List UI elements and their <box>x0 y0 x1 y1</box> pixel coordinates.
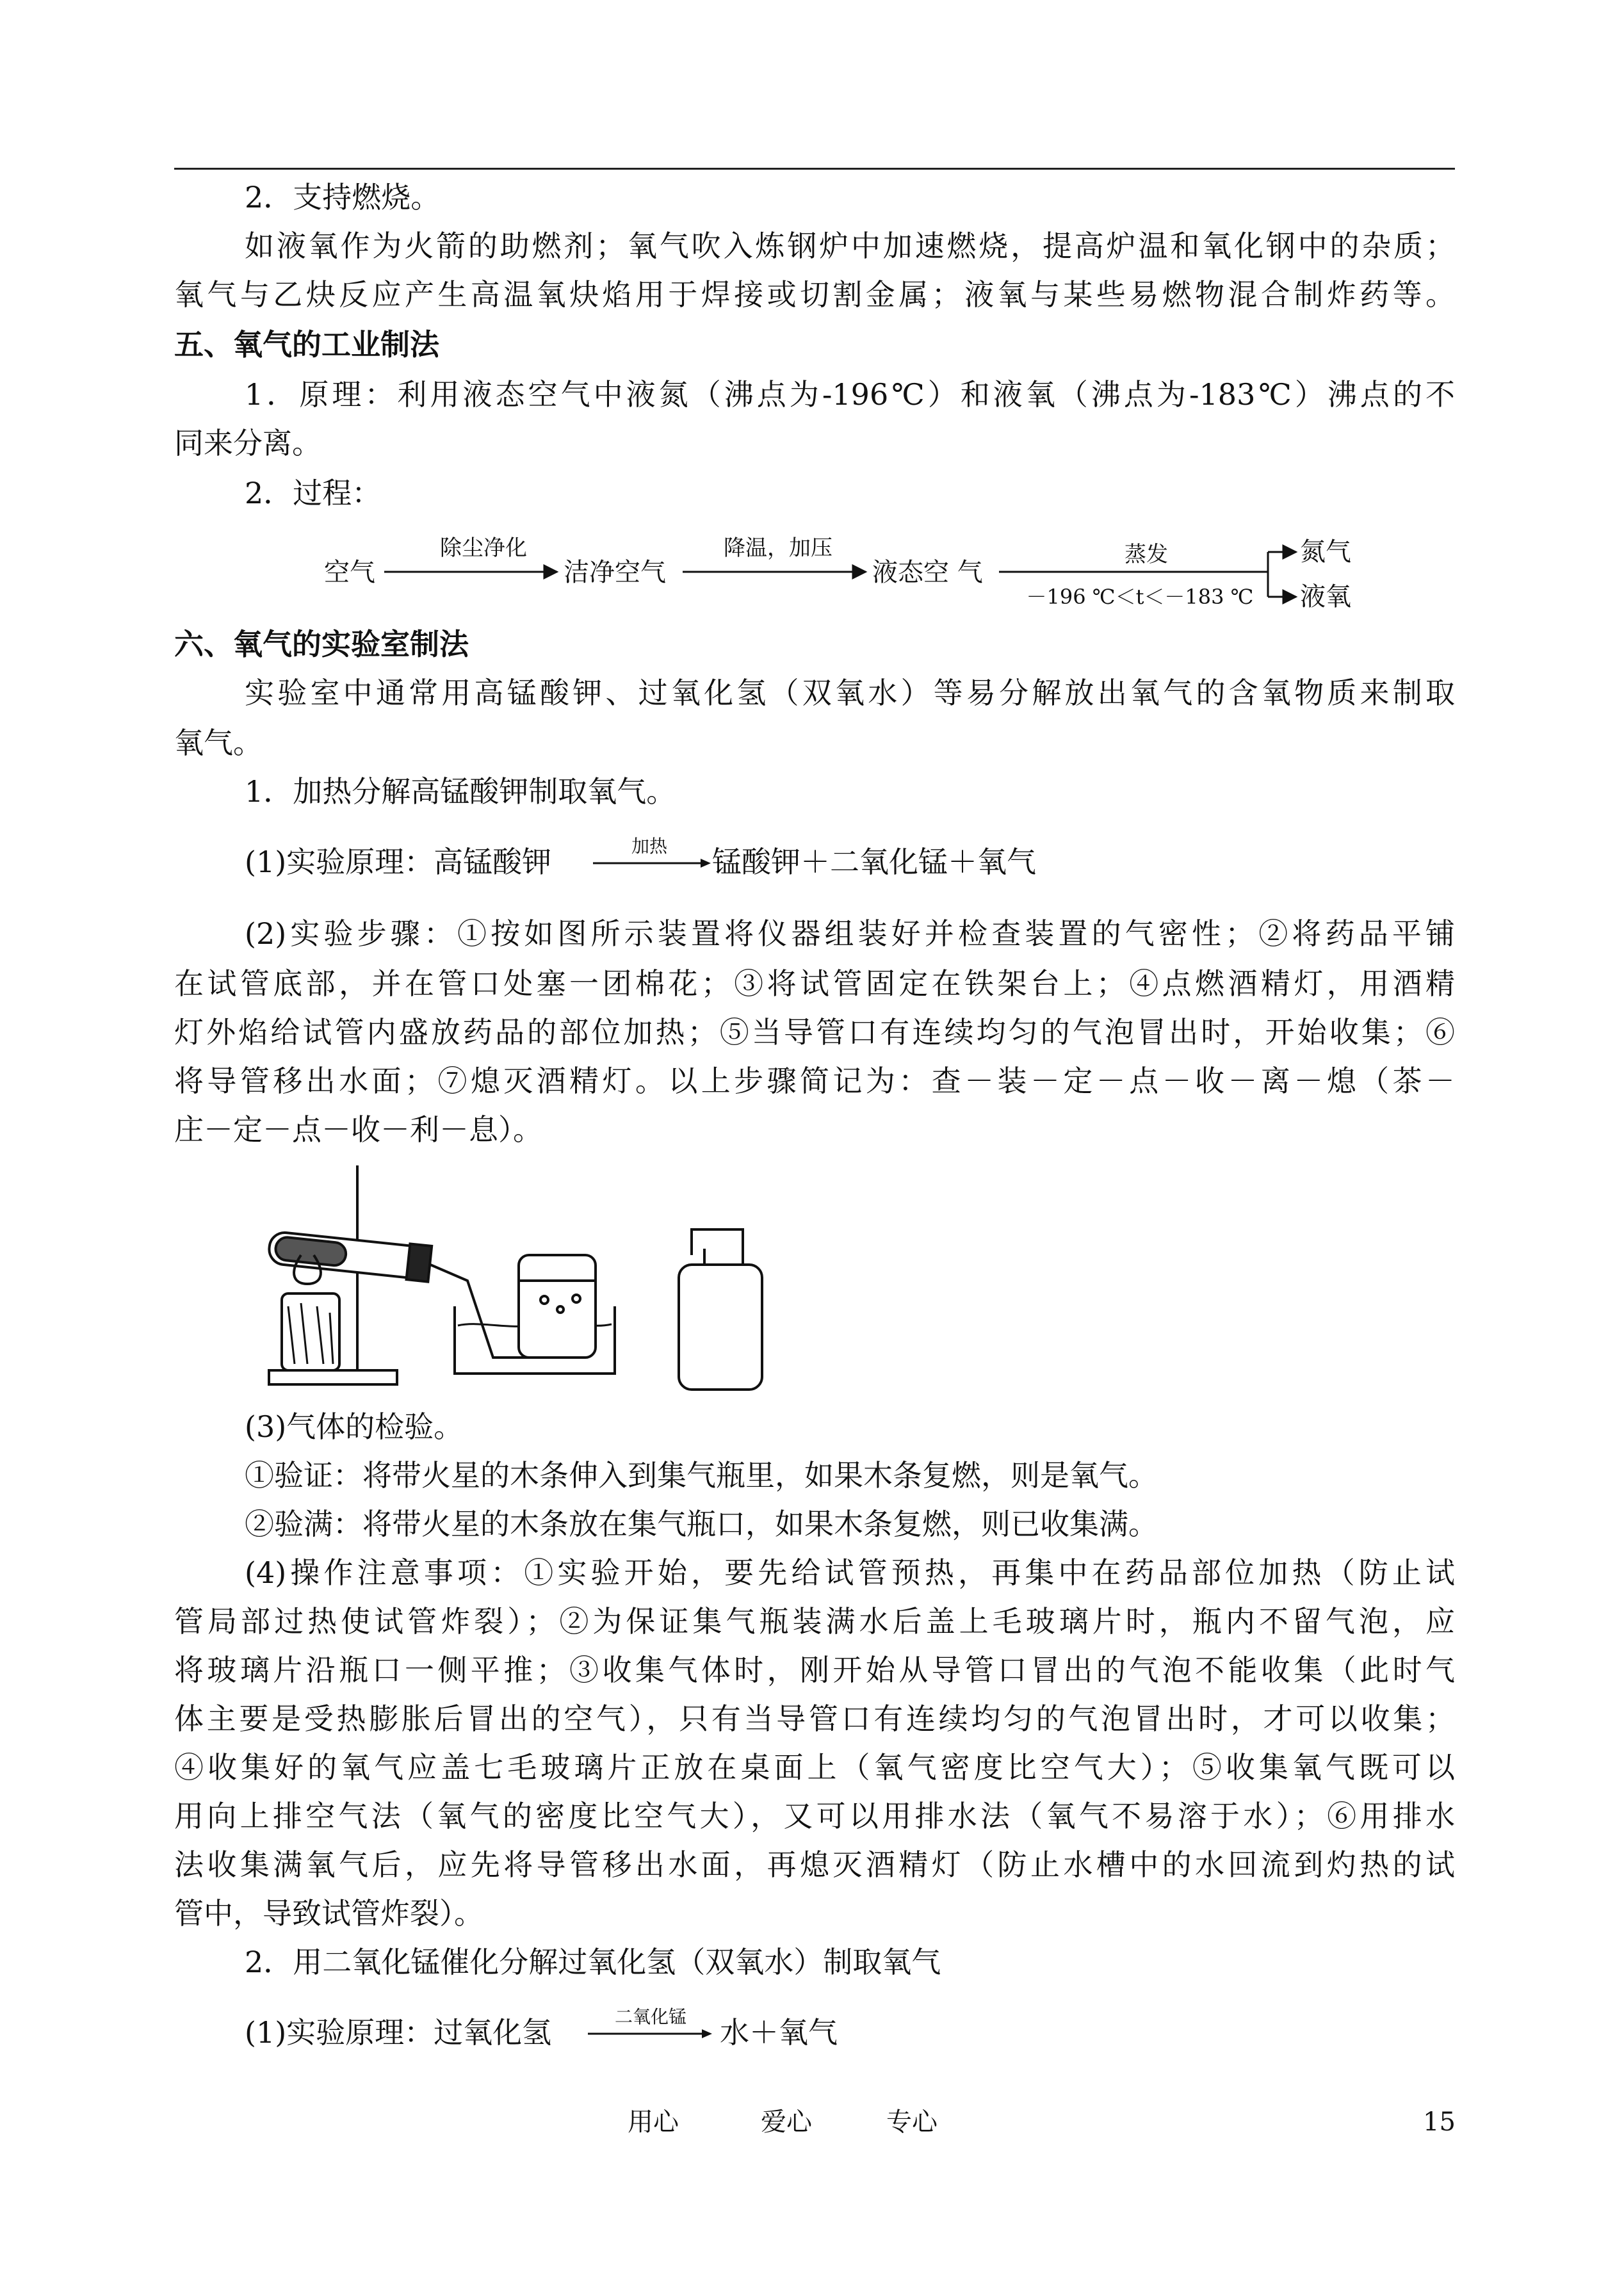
flow-output-liquid-oxygen: 液氧 <box>1300 582 1351 612</box>
text-line: 1．原理：利用液态空气中液氮（沸点为-196℃）和液氧（沸点为-183℃）沸点的不 <box>245 377 1455 412</box>
flow-label-evaporate: 蒸发 <box>1125 542 1168 567</box>
equation-condition: 加热 <box>631 836 667 857</box>
text-line: 实验室中通常用高锰酸钾、过氧化氢（双氧水）等易分解放出氧气的含氧物质来制取 <box>245 676 1455 710</box>
section-heading: 五、氧气的工业制法 <box>174 327 439 362</box>
text-line: (3)气体的检验。 <box>245 1409 464 1444</box>
equation-prefix: (1)实验原理：高锰酸钾 <box>245 845 552 879</box>
page-number: 15 <box>1423 2107 1456 2137</box>
text-line: 2．用二氧化锰催化分解过氧化氢（双氧水）制取氧气 <box>245 1945 941 1979</box>
equation-condition: 二氧化锰 <box>614 2006 686 2027</box>
flow-label-cool-press: 降温，加压 <box>724 535 832 561</box>
text-line: 将玻璃片沿瓶口一侧平推；③收集气体时，刚开始从导管口冒出的气泡不能收集（此时气 <box>174 1653 1455 1687</box>
text-line: 氧气。 <box>174 726 263 760</box>
reaction-arrow <box>592 856 713 871</box>
text-line: 将导管移出水面；⑦熄灭酒精灯。以上步骤简记为：查－装－定－点－收－离－熄（茶－ <box>174 1064 1455 1098</box>
footer-motto-2: 爱心 <box>761 2107 812 2137</box>
apparatus-illustration <box>256 1153 781 1396</box>
flow-node-liquid-air: 液态空 气 <box>872 558 983 587</box>
text-line: 在试管底部，并在管口处塞一团棉花；③将试管固定在铁架台上；④点燃酒精灯，用酒精 <box>174 966 1455 1001</box>
text-line: 管中，导致试管炸裂）。 <box>174 1896 483 1931</box>
text-line: 管局部过热使试管炸裂）；②为保证集气瓶装满水后盖上毛玻璃片时，瓶内不留气泡，应 <box>174 1604 1455 1639</box>
flow-label-temp-range: －196 ℃＜t＜－183 ℃ <box>1026 585 1254 609</box>
footer-motto-3: 专心 <box>886 2107 938 2137</box>
equation-prefix: (1)实验原理：过氧化氢 <box>245 2015 552 2050</box>
equation-products: 锰酸钾＋二氧化锰＋氧气 <box>712 845 1036 879</box>
text-line: 1．加热分解高锰酸钾制取氧气。 <box>245 774 676 809</box>
text-line: 2．支持燃烧。 <box>245 180 441 215</box>
text-line: 体主要是受热膨胀后冒出的空气），只有当导管口有连续均匀的气泡冒出时，才可以收集； <box>174 1701 1455 1736</box>
reaction-arrow <box>587 2026 715 2041</box>
text-line: 同来分离。 <box>174 426 321 460</box>
text-line: 灯外焰给试管内盛放药品的部位加热；⑤当导管口有连续均匀的气泡冒出时，开始收集；⑥ <box>174 1015 1455 1050</box>
footer-motto-1: 用心 <box>628 2107 679 2137</box>
text-line: (4)操作注意事项：①实验开始，要先给试管预热，再集中在药品部位加热（防止试 <box>245 1555 1455 1590</box>
flow-arrows <box>0 0 1624 640</box>
text-line: 法收集满氧气后，应先将导管移出水面，再熄灭酒精灯（防止水槽中的水回流到灼热的试 <box>174 1847 1455 1882</box>
section-heading: 六、氧气的实验室制法 <box>174 627 469 661</box>
flow-output-nitrogen: 氮气 <box>1300 537 1351 567</box>
text-line: ②验满：将带火星的木条放在集气瓶口，如果木条复燃，则已收集满。 <box>245 1507 1158 1541</box>
text-line: 用向上排空气法（氧气的密度比空气大），又可以用排水法（氧气不易溶于水）；⑥用排水 <box>174 1799 1455 1833</box>
equation-products: 水＋氧气 <box>720 2015 838 2050</box>
flow-node-clean-air: 洁净空气 <box>564 558 666 587</box>
flow-label-purify: 除尘净化 <box>440 535 527 561</box>
text-line: 氧气与乙炔反应产生高温氧炔焰用于焊接或切割金属；液氧与某些易燃物混合制炸药等。 <box>174 277 1455 312</box>
flow-node-air: 空气 <box>324 558 375 587</box>
text-line: (2)实验步骤：①按如图所示装置将仪器组装好并检查装置的气密性；②将药品平铺 <box>245 916 1455 951</box>
text-line: 2．过程： <box>245 476 382 510</box>
text-line: ④收集好的氧气应盖七毛玻璃片正放在桌面上（氧气密度比空气大）；⑤收集氧气既可以 <box>174 1750 1455 1785</box>
text-line: 如液氧作为火箭的助燃剂；氧气吹入炼钢炉中加速燃烧，提高炉温和氧化钢中的杂质； <box>245 229 1455 263</box>
text-line: 庄－定－点－收－利－息）。 <box>174 1112 542 1147</box>
text-line: ①验证：将带火星的木条伸入到集气瓶里，如果木条复燃，则是氧气。 <box>245 1458 1158 1493</box>
